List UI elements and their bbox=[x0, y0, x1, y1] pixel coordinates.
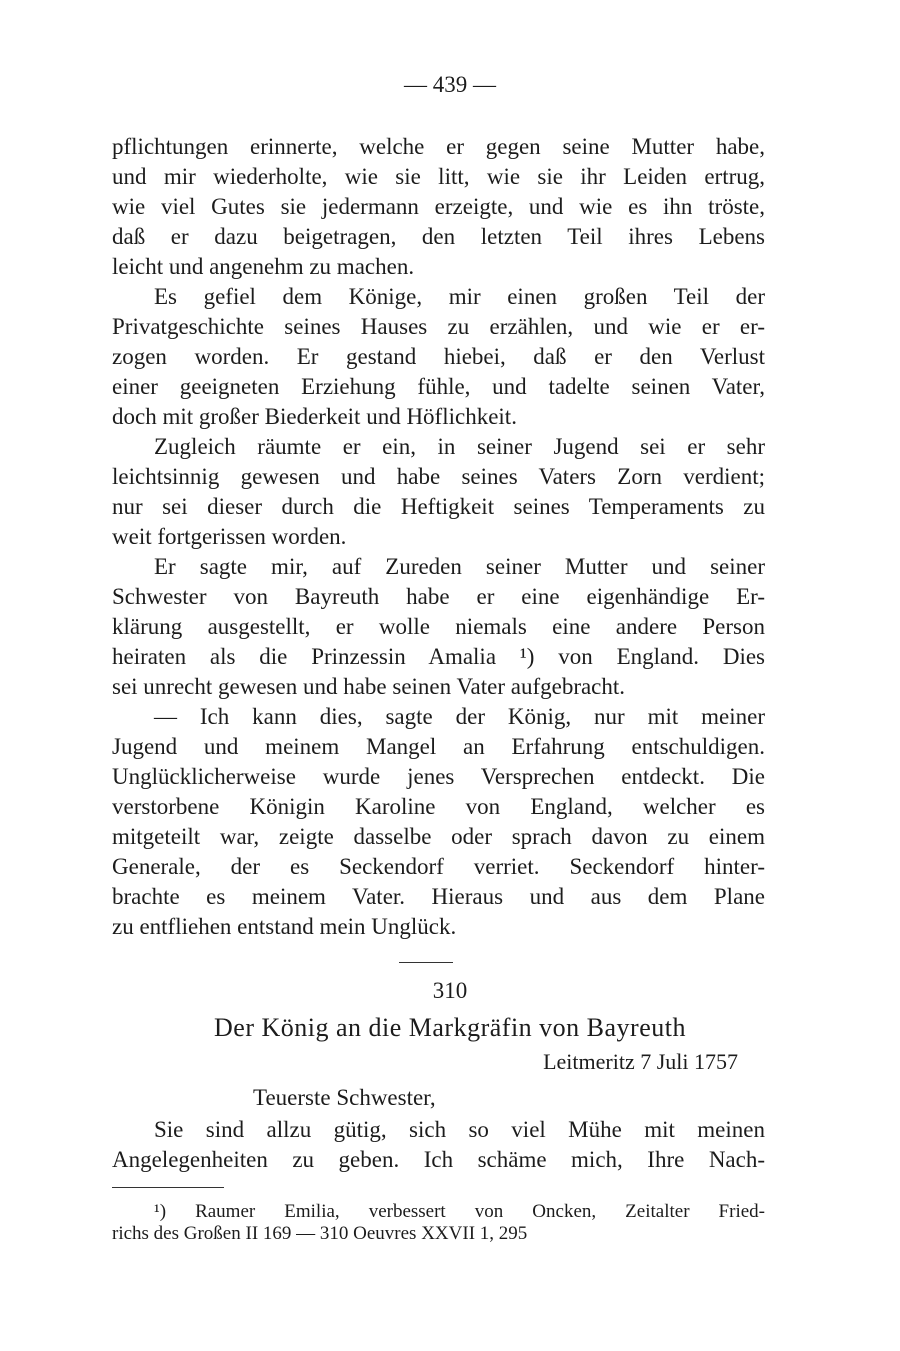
text-line: daß er dazu beigetragen, den letzten Teil ihres Lebens bbox=[112, 224, 765, 249]
text-line: leichtsinnig gewesen und habe seines Vaters Zorn verdient; bbox=[112, 464, 765, 489]
footnote-line: ¹) Raumer Emilia, verbessert von Oncken, Zeitalter Fried- bbox=[154, 1201, 765, 1222]
text-line: mitgeteilt war, zeigte dasselbe oder sprach davon zu einem bbox=[112, 824, 765, 849]
body-text bbox=[112, 132, 765, 942]
text-line: pflichtungen erinnerte, welche er gegen seine Mutter habe, bbox=[112, 134, 765, 159]
text-line: brachte es meinem Vater. Hieraus und aus dem Plane bbox=[112, 884, 765, 909]
letter-place-date: Leitmeritz 7 Juli 1757 bbox=[543, 1049, 738, 1074]
text-line: zu entfliehen entstand mein Unglück. bbox=[112, 914, 457, 939]
text-line: Unglücklicherweise wurde jenes Versprechen entdeckt. Die bbox=[112, 764, 765, 789]
text-line: Er sagte mir, auf Zureden seiner Mutter und seiner bbox=[154, 554, 765, 579]
text-line: klärung ausgestellt, er wolle niemals eine andere Person bbox=[112, 614, 765, 639]
text-line: Sie sind allzu gütig, sich so viel Mühe mit meinen bbox=[154, 1117, 765, 1142]
text-line: heiraten als die Prinzessin Amalia ¹) von England. Dies bbox=[112, 644, 765, 669]
letter-title: Der König an die Markgräfin von Bayreuth bbox=[214, 1013, 686, 1042]
footnote-line: richs des Großen II 169 — 310 Oeuvres XXVII 1, 295 bbox=[112, 1223, 528, 1244]
text-line: Generale, der es Seckendorf verriet. Seckendorf hinter- bbox=[112, 854, 765, 879]
text-line: wie viel Gutes sie jedermann erzeigte, und wie es ihn tröste, bbox=[112, 194, 765, 219]
text-line: — Ich kann dies, sagte der König, nur mit meiner bbox=[154, 704, 765, 729]
text-line: verstorbene Königin Karoline von England, welcher es bbox=[112, 794, 765, 819]
text-line: einer geeigneten Erziehung fühle, und tadelte seinen Vater, bbox=[112, 374, 765, 399]
text-line: nur sei dieser durch die Heftigkeit seines Temperaments zu bbox=[112, 494, 765, 519]
text-line: doch mit großer Biederkeit und Höflichkeit. bbox=[112, 404, 517, 429]
footnote-rule bbox=[112, 1187, 224, 1188]
letter-salutation: Teuerste Schwester, bbox=[253, 1085, 436, 1110]
text-line: weit fortgerissen worden. bbox=[112, 524, 347, 549]
letter-number: 310 bbox=[432, 978, 468, 1003]
text-line: zogen worden. Er gestand hiebei, daß er den Verlust bbox=[112, 344, 765, 369]
section-divider bbox=[399, 962, 453, 963]
text-line: Es gefiel dem Könige, mir einen großen Teil der bbox=[154, 284, 765, 309]
letter-text bbox=[112, 1115, 765, 1175]
footnote bbox=[112, 1201, 765, 1245]
text-line: Jugend und meinem Mangel an Erfahrung entschuldigen. bbox=[112, 734, 765, 759]
text-line: Zugleich räumte er ein, in seiner Jugend sei er sehr bbox=[154, 434, 765, 459]
text-line: Privatgeschichte seines Hauses zu erzählen, und wie er er- bbox=[112, 314, 765, 339]
text-line: sei unrecht gewesen und habe seinen Vater aufgebracht. bbox=[112, 674, 626, 699]
page-number: — 439 — bbox=[404, 72, 496, 97]
text-line: Schwester von Bayreuth habe er eine eigenhändige Er- bbox=[112, 584, 765, 609]
text-line: Angelegenheiten zu geben. Ich schäme mich, Ihre Nach- bbox=[112, 1147, 765, 1172]
text-line: und mir wiederholte, wie sie litt, wie sie ihr Leiden ertrug, bbox=[112, 164, 765, 189]
text-line: leicht und angenehm zu machen. bbox=[112, 254, 415, 279]
